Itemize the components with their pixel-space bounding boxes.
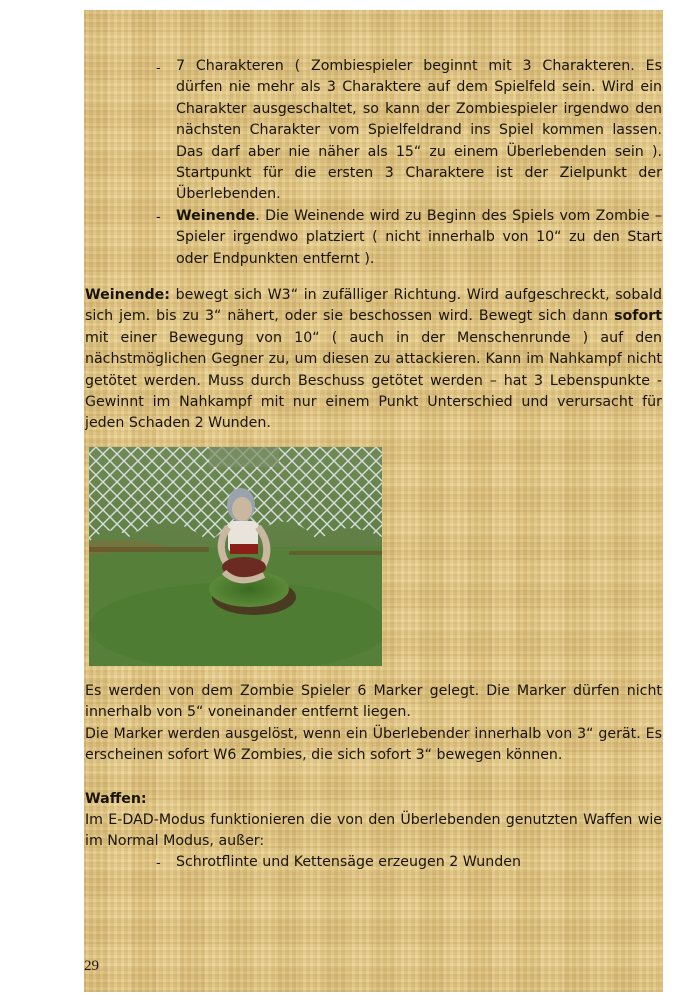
bullet-weinende-lead: Weinende: [176, 208, 256, 224]
bullet-weinende-text: [176, 206, 662, 270]
bullet-characters-text: [176, 56, 662, 206]
bullet-dash: -: [156, 210, 161, 225]
marker-paragraph-1: Es werden von dem Zombie Spieler 6 Marker gelegt. Die Marker dürfen nicht innerhalb von 5“ voneinander entfernt liegen.: [85, 683, 662, 721]
page-number: 29: [84, 958, 99, 974]
waffen-bullet: Schrotflinte und Kettensäge erzeugen 2 Wunden: [176, 854, 521, 870]
marker-paragraph-2: Die Marker werden ausgelöst, wenn ein Überlebender innerhalb von 3“ gerät. Es erscheinen sofort W6 Zombies, die sich sofort 3“ bewegen können.: [85, 726, 662, 764]
bullet-dash: -: [156, 856, 161, 871]
weinende-text-2: mit einer Bewegung von 10“ ( auch in der Menschenrunde ) auf den nächstmöglichen Gegner zu, um diesen zu attackieren. Kann im Nahkampf nicht getötet werden. Muss durch Beschuss getötet werden – hat 3 Lebenspunkte - Gewinnt im Nahkampf mit nur einem Punkt Unterschied und verursacht für jeden Schaden 2 Wunden.: [85, 329, 662, 432]
weinende-text-1: bewegt sich W3“ in zufälliger Richtung. Wird aufgeschreckt, sobald sich jem. bis zu 3“ nähert, oder sie beschossen wird. Bewegt sich dann: [85, 287, 662, 325]
weinende-label: Weinende:: [85, 287, 170, 303]
weinende-bold-sofort: sofort: [614, 308, 662, 325]
weeping-zombie-miniature-image: [89, 447, 382, 666]
bullet-dash: -: [156, 61, 161, 76]
bullet-characters-body: 7 Charakteren ( Zombiespieler beginnt mit 3 Charakteren. Es dürfen nie mehr als 3 Charaktere auf dem Spielfeld sein. Wird ein Charakter ausgeschaltet, so kann der Zombiespieler irgendwo den nächsten Charakter vom Spielfeldrand ins Spiel kommen lassen. Das darf aber nie näher als 15“ zu einem Überlebenden sein ). Startpunkt für die ersten 3 Charaktere ist der Zielpunkt der Überlebenden.: [176, 58, 662, 203]
waffen-heading: Waffen:: [85, 791, 147, 807]
miniature-photo: [89, 447, 382, 666]
weinende-paragraph: [85, 285, 662, 435]
waffen-paragraph: Im E-DAD-Modus funktionieren die von den Überlebenden genutzten Waffen wie im Normal Modus, außer:: [85, 812, 662, 850]
bullet-weinende-body: . Die Weinende wird zu Beginn des Spiels vom Zombie – Spieler irgendwo platziert ( nicht innerhalb von 10“ zu den Start oder Endpunkten entfernt ).: [176, 208, 662, 267]
